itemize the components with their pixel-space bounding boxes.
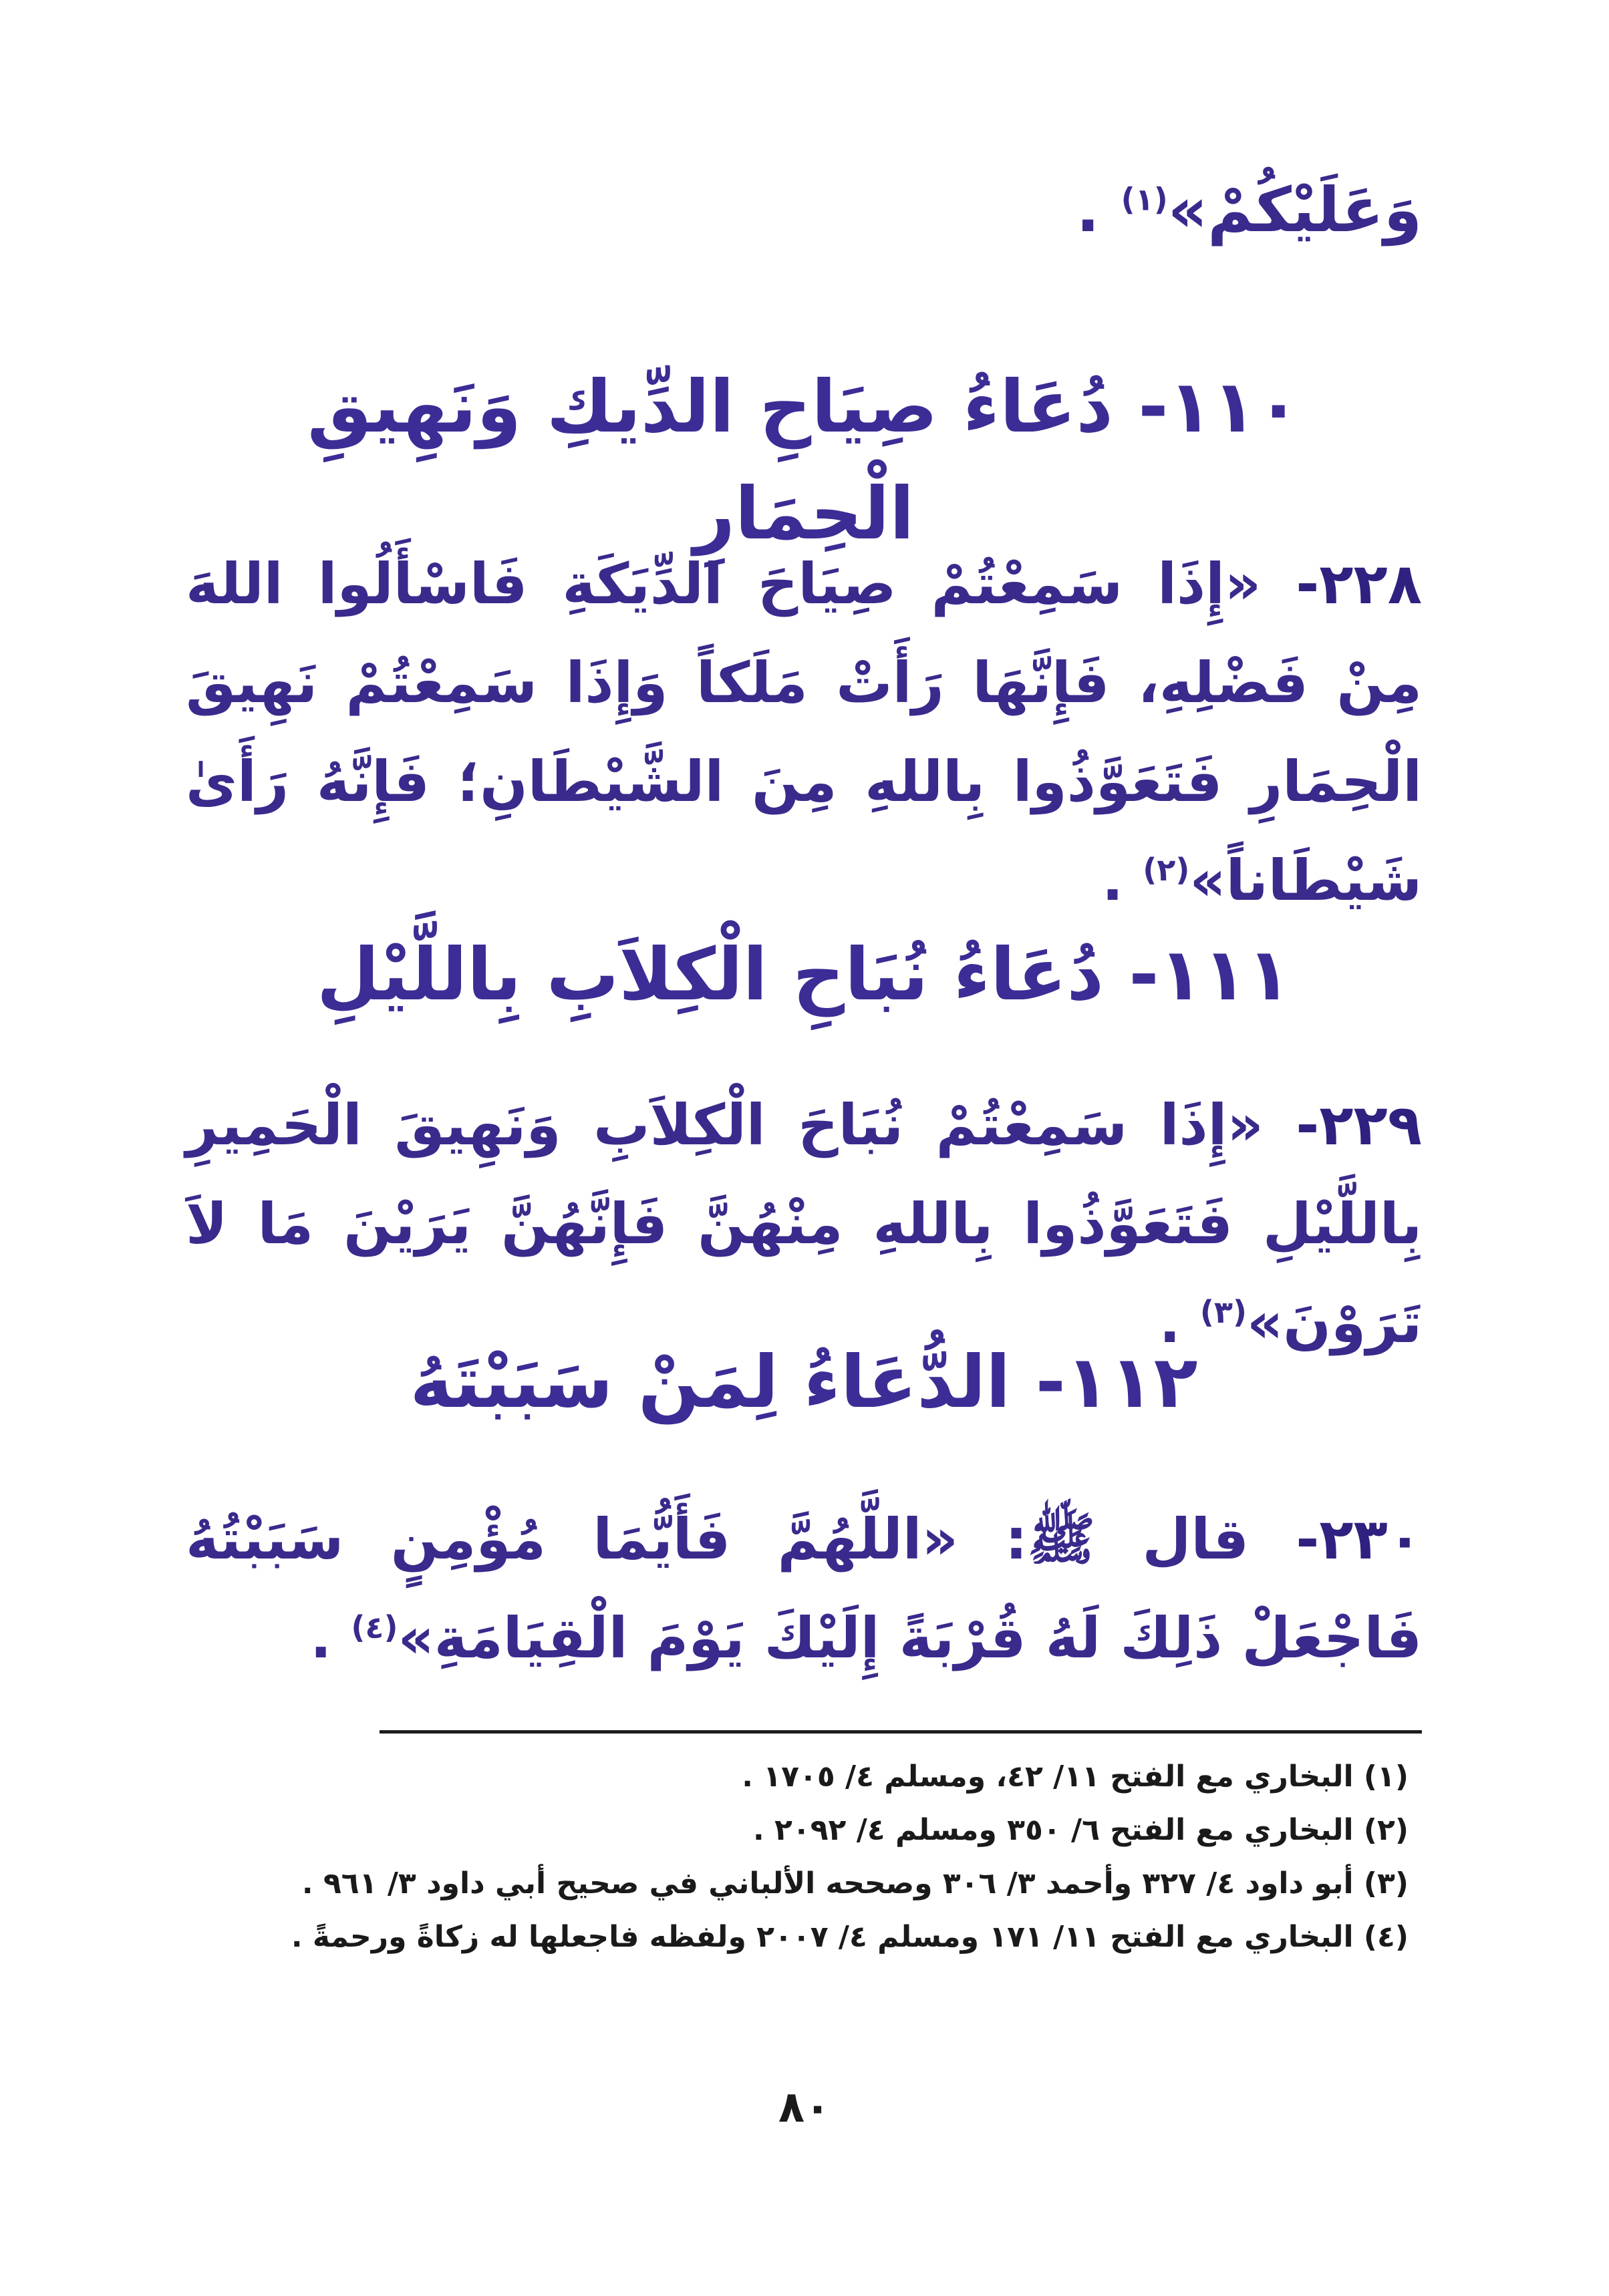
footnote-marker: (٤) [351, 1609, 398, 1645]
hadith-228 [186, 534, 1422, 930]
section-heading-110: ١١٠- دُعَاءُ صِيَاحِ الدِّيكِ وَنَهِيقِ الْحِمَارِ [307, 365, 1301, 556]
end-punctuation: . [1076, 174, 1121, 246]
hadith-text: «إِذَا سَمِعْتُمْ صِيَاحَ الدِّيَكَةِ فَاسْأَلُوا اللهَ مِنْ فَضْلِهِ، فَإِنَّهَا رَأَتْ مَلَكاً وَإِذَا سَمِعْتُمْ نَهِيقَ الْحِمَارِ فَتَعَوَّذُوا بِاللهِ مِنَ الشَّيْطَانِ؛ فَإِنَّهُ رَأَىٰ شَيْطَاناً» [186, 551, 1422, 913]
section-heading-112: ١١٢- الدُّعَاءُ لِمَنْ سَبَبْتَهُ [410, 1341, 1198, 1424]
section-heading-111: ١١١- دُعَاءُ نُبَاحِ الْكِلاَبِ بِاللَّيْلِ [316, 933, 1292, 1017]
hadith-number: ٢٢٩- [1263, 1092, 1423, 1158]
footnote-1: (١) البخاري مع الفتح ١١/ ٤٢، ومسلم ٤/ ١٧٠٥ . [742, 1760, 1409, 1794]
hadith-number: ٢٢٨- [1261, 551, 1422, 617]
hadith-230 [186, 1490, 1422, 1687]
footnote-marker: (٢) [1143, 852, 1190, 888]
continuation-text [186, 160, 1422, 261]
hadith-text: قال ﷺ: «اللَّهُمَّ فَأَيُّمَا مُؤْمِنٍ سَبَبْتُهُ فَاجْعَلْ ذَلِكَ لَهُ قُرْبَةً إِلَيْكَ يَوْمَ الْقِيَامَةِ» [186, 1506, 1422, 1671]
end-punctuation: . [1159, 1290, 1200, 1355]
end-punctuation: . [1102, 848, 1143, 913]
footnote-2: (٢) البخاري مع الفتح ٦/ ٣٥٠ ومسلم ٤/ ٢٠٩٢ . [752, 1813, 1409, 1847]
hadith-text: «إِذَا سَمِعْتُمْ نُبَاحَ الْكِلاَبِ وَنَهِيقَ الْحَمِيرِ بِاللَّيْلِ فَتَعَوَّذُوا بِاللهِ مِنْهُنَّ فَإِنَّهُنَّ يَرَيْنَ مَا لاَ تَرَوْنَ» [186, 1092, 1422, 1355]
hadith-229 [186, 1076, 1422, 1372]
footnote-divider [380, 1730, 1422, 1734]
end-punctuation: . [310, 1605, 351, 1671]
hadith-number: ٢٣٠- [1248, 1506, 1422, 1572]
continuation-body: وَعَلَيْكُمْ» [1167, 174, 1422, 246]
footnote-3: (٣) أبو داود ٤/ ٣٢٧ وأحمد ٣/ ٣٠٦ وصححه الألباني في صحيح أبي داود ٣/ ٩٦١ . [301, 1866, 1409, 1901]
footnote-marker: (٣) [1199, 1294, 1248, 1330]
footnote-marker: (١) [1121, 181, 1168, 218]
page-number: ٨٠ [778, 2083, 831, 2132]
footnotes [179, 1750, 1409, 1964]
footnote-4: (٤) البخاري مع الفتح ١١/ ١٧١ ومسلم ٤/ ٢٠٠٧ ولفظه فاجعلها له زكاةً ورحمةً . [291, 1920, 1409, 1954]
